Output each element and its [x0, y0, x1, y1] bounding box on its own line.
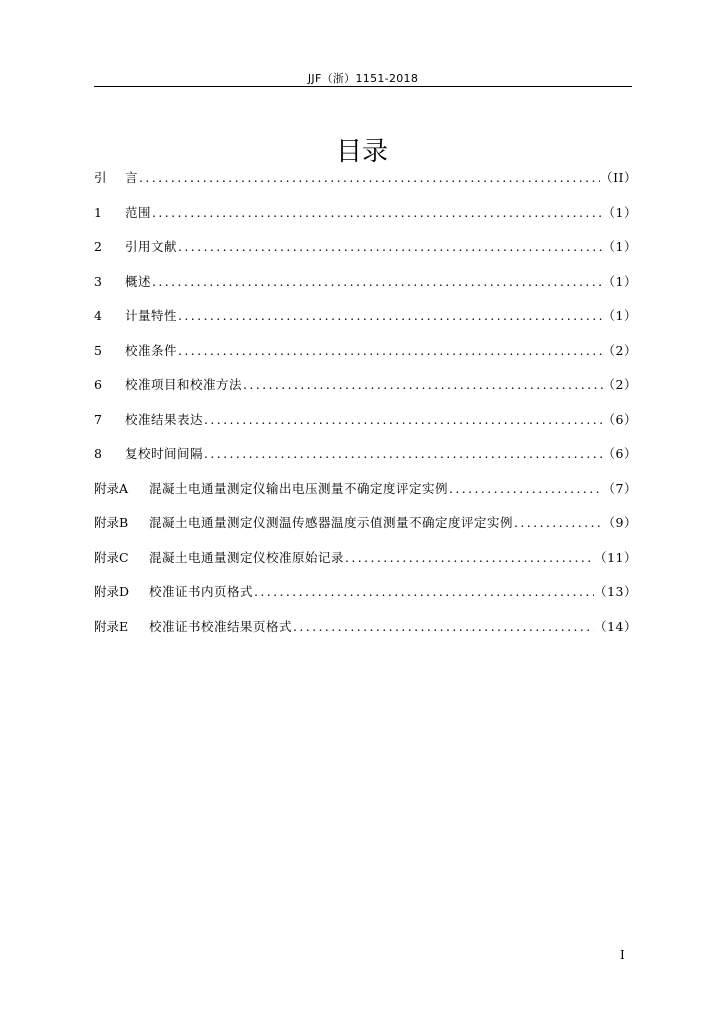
toc-dot-leader: [203, 446, 603, 461]
toc-entry-title: 校准证书校准结果页格式: [149, 618, 293, 634]
toc-entry-appendix-d[interactable]: [94, 582, 637, 617]
toc-entry-2[interactable]: [94, 237, 637, 272]
toc-entry-title: 校准条件: [125, 342, 178, 358]
running-header: JJF（浙）1151-2018: [307, 72, 419, 85]
toc-entry-5[interactable]: [94, 341, 637, 376]
toc-entry-appendix-c[interactable]: [94, 548, 637, 583]
toc-entry-number: 1: [94, 204, 102, 220]
page-number: I: [620, 948, 625, 962]
toc-entry-appendix-e[interactable]: [94, 617, 637, 652]
toc-entry-page: （1）: [602, 308, 637, 323]
toc-dot-leader: [151, 205, 603, 220]
toc-entry-number: 3: [94, 273, 102, 289]
toc-entry-number: 8: [94, 446, 102, 461]
toc-dot-leader: [344, 550, 594, 565]
toc-entry-number: 7: [94, 411, 102, 427]
toc-entry-title: 混凝土电通量测定仪输出电压测量不确定度评定实例: [149, 480, 449, 496]
toc-dot-leader: [253, 584, 594, 599]
toc-entry-number: 附录B: [94, 515, 129, 530]
toc-entry-number: 附录C: [94, 549, 129, 565]
toc-entry-title: 计量特性: [125, 308, 178, 323]
toc-dot-leader: [513, 515, 603, 530]
toc-entry-page: （II）: [600, 170, 637, 185]
toc-entry-number: 附录E: [94, 618, 129, 634]
toc-entry-number: 4: [94, 308, 102, 323]
toc-dot-leader: [151, 274, 603, 289]
toc-dot-leader: [292, 619, 594, 634]
toc-entry-1[interactable]: [94, 203, 637, 238]
toc-entry-number: 附录A: [94, 480, 129, 496]
toc-entry-title: 复校时间间隔: [125, 446, 204, 461]
toc-entry-page: （1）: [602, 204, 637, 220]
toc-entry-page: （14）: [594, 618, 637, 634]
toc-entry-appendix-b[interactable]: [94, 513, 637, 548]
toc-entry-number: 5: [94, 342, 102, 358]
toc-entry-page: （2）: [602, 377, 637, 392]
toc-entry-title: 校准项目和校准方法: [125, 377, 243, 392]
toc-entry-page: （2）: [602, 342, 637, 358]
toc-dot-leader: [177, 343, 603, 358]
toc-entry-number: 引: [94, 170, 107, 185]
toc-dot-leader: [177, 308, 603, 323]
toc-entry-title: 校准证书内页格式: [149, 584, 254, 599]
header-rule: [94, 86, 632, 87]
toc-entry-7[interactable]: [94, 410, 637, 445]
toc-dot-leader: [138, 170, 600, 185]
toc-dot-leader: [242, 377, 603, 392]
toc-entry-title: 概述: [125, 273, 152, 289]
toc-entry-page: （7）: [602, 480, 637, 496]
toc-entry-page: （1）: [602, 273, 637, 289]
toc-entry-6[interactable]: [94, 375, 637, 410]
toc-entry-title: 混凝土电通量测定仪测温传感器温度示值测量不确定度评定实例: [149, 515, 514, 530]
toc-entry-number: 2: [94, 239, 102, 254]
toc-entry-title: 混凝土电通量测定仪校准原始记录: [149, 549, 345, 565]
table-of-contents: [94, 168, 637, 651]
toc-entry-8[interactable]: [94, 444, 637, 479]
toc-entry-appendix-a[interactable]: [94, 479, 637, 514]
toc-entry-4[interactable]: [94, 306, 637, 341]
toc-entry-3[interactable]: [94, 272, 637, 307]
toc-entry-number: 附录D: [94, 584, 130, 599]
toc-dot-leader: [177, 239, 603, 254]
toc-entry-title: 引用文献: [125, 239, 178, 254]
toc-entry-number: 6: [94, 377, 102, 392]
toc-entry-page: （9）: [602, 515, 637, 530]
toc-entry-page: （6）: [602, 411, 637, 427]
page-title: 目录: [335, 137, 388, 167]
toc-entry-title: 范围: [125, 204, 152, 220]
toc-entry-page: （1）: [602, 239, 637, 254]
toc-dot-leader: [203, 412, 603, 427]
toc-entry-page: （11）: [594, 549, 637, 565]
toc-entry-introduction[interactable]: [94, 168, 637, 203]
toc-entry-page: （13）: [594, 584, 637, 599]
toc-entry-title: 言: [125, 170, 139, 185]
toc-dot-leader: [448, 481, 603, 496]
toc-entry-page: （6）: [602, 446, 637, 461]
toc-entry-title: 校准结果表达: [125, 411, 204, 427]
